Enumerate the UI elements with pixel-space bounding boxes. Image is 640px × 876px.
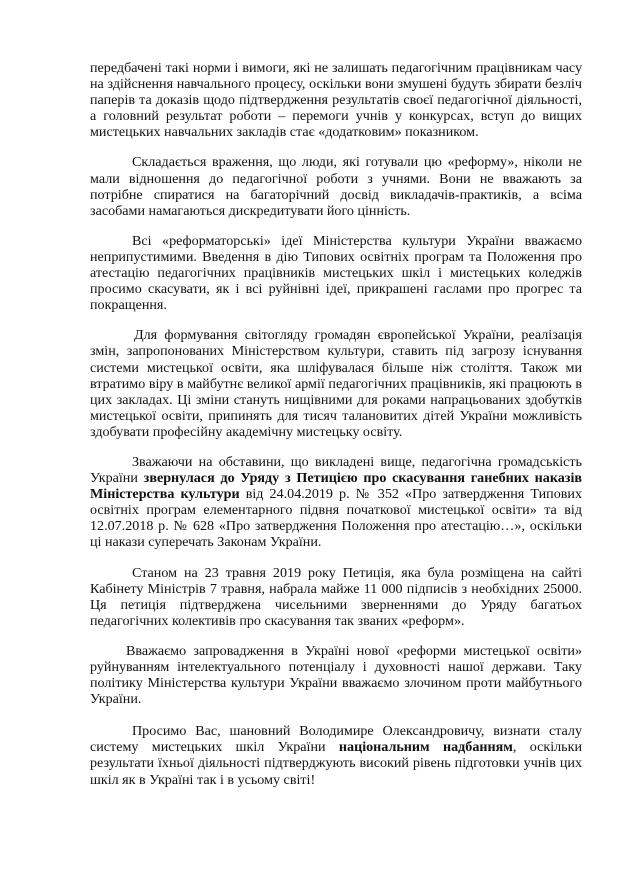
paragraph-petition-status	[90, 565, 582, 629]
paragraph-norms-requirements	[90, 60, 582, 140]
paragraph-text: Зважаючи на обставини, що викладені вище, педагогічна громадськість України	[90, 453, 582, 487]
paragraph-text: передбачені такі норми і вимоги, які не залишать педагогічним працівникам часу на здійснення навчального процесу, оскільки вони змушені будуть збирати безліч паперів та доказів щодо підтвердження результатів своєї педагогічної діяльності, а головний результат роботи – перемоги учнів у конкурсах, вступ до вищих мистецьких навчальних закладів стає «додатковим» показником.	[90, 60, 582, 141]
paragraph-text: , оскільки результати їхньої діяльності підтверджують високий рівень підготовки учнів цих шкіл як в Україні так і в усьому світі!	[90, 739, 582, 788]
paragraph-impression	[90, 154, 582, 218]
paragraph-reform-ideas	[90, 233, 582, 313]
paragraph-text: Просимо Вас, шановний Володимире Олександровичу, визнати сталу систему мистецьких шкіл України	[90, 723, 582, 756]
paragraph-bold-text: звернулася до Уряду з Петицією про скасування ганебних наказів Міністерства культури	[90, 470, 582, 503]
paragraph-text: Для формування світогляду громадян європейської України, реалізація змін, запропонованих Міністерством культури, ставить під загрозу існування системи мистецької освіти, яка шліфувалася більше ніж століття. Також ми втратимо віру в майбутнє великої армії педагогічних працівників, які працюють в цих закладах. Ці зміни стануть нищівними для роками напрацьованих здобутків мистецької освіти, припинять для тисяч талановитих дітей України можливість здобувати професійну академічну мистецьку освіту.	[90, 327, 582, 440]
paragraph-text: Складається враження, що люди, які готували цю «реформу», ніколи не мали відношення до педагогічної роботи з учнями. Вони не вважають за потрібне спиратися на багаторічний досвід викладачів-практиків, а всіма засобами намагаються дискредитувати його цінність.	[90, 154, 582, 219]
paragraph-worldview	[90, 327, 582, 440]
paragraph-request	[90, 723, 582, 787]
paragraph-petition-appeal	[90, 454, 582, 551]
paragraph-text: Вважаємо запровадження в Україні нової «реформи мистецької освіти» руйнуванням інтелектуального потенціалу і духовності нашої держави. Таку політику Міністерства культури України вважаємо злочином проти майбутнього України.	[90, 642, 582, 708]
paragraph-text: від 24.04.2019 р. № 352 «Про затвердження Типових освітніх програм елементарного підвня початкової мистецької освіти» та від 12.07.2018 р. № 628 «Про затвердження Положення про атестацію…», оскільки ці накази суперечать Законам України.	[90, 486, 583, 551]
paragraph-text: Станом на 23 травня 2019 року Петиція, яка була розміщена на сайті Кабінету Міністрів 7 травня, набрала майже 11 000 підписів з необхідних 25000. Ця петиція підтверджена чисельними зверненнями до Уряду багатьох педагогічних колективів про скасування так званих «реформ».	[90, 564, 582, 629]
paragraph-text: Всі «реформаторські» ідеї Міністерства культури України вважаємо неприпустимими. Введення в дію Типових освітніх програм та Положення про атестацію педагогічних працівників мистецьких шкіл і мистецьких коледжів просимо скасувати, як і всі руйнівні ідеї, прикрашені гаслами про прогрес та покращення.	[90, 232, 582, 314]
paragraph-bold-text: національним надбанням	[338, 739, 513, 756]
paragraph-reform-crime	[90, 643, 582, 707]
